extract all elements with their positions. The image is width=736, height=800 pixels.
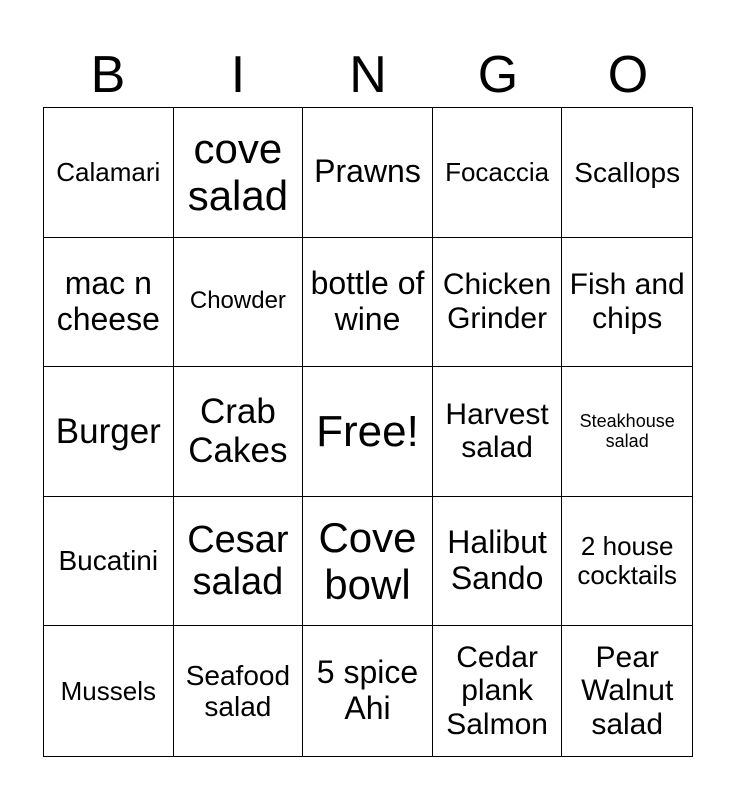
bingo-cell-focaccia[interactable]: Focaccia: [433, 108, 563, 238]
bingo-cell-cove-bowl[interactable]: Cove bowl: [303, 497, 433, 627]
bingo-cell-crab-cakes[interactable]: Crab Cakes: [174, 367, 304, 497]
bingo-cell-cove-salad[interactable]: cove salad: [174, 108, 304, 238]
bingo-header: [43, 42, 693, 108]
bingo-cell-cedar-plank-salmon[interactable]: Cedar plank Salmon: [433, 626, 563, 756]
bingo-cell-chicken-grinder[interactable]: Chicken Grinder: [433, 238, 563, 368]
bingo-cell-bottle-of-wine[interactable]: bottle of wine: [303, 238, 433, 368]
bingo-cell-prawns[interactable]: Prawns: [303, 108, 433, 238]
bingo-cell-scallops[interactable]: Scallops: [562, 108, 692, 238]
bingo-cell-steakhouse-salad[interactable]: Steakhouse salad: [562, 367, 692, 497]
bingo-cell-mac-n-cheese[interactable]: mac n cheese: [44, 238, 174, 368]
header-letter-o: O: [607, 46, 649, 104]
bingo-cell-cesar-salad[interactable]: Cesar salad: [174, 497, 304, 627]
bingo-board: [43, 107, 693, 757]
bingo-cell-chowder[interactable]: Chowder: [174, 238, 304, 368]
header-letter-b: B: [90, 46, 126, 104]
bingo-cell-2-house-cocktails[interactable]: 2 house cocktails: [562, 497, 692, 627]
bingo-cell-harvest-salad[interactable]: Harvest salad: [433, 367, 563, 497]
bingo-cell-bucatini[interactable]: Bucatini: [44, 497, 174, 627]
bingo-cell-burger[interactable]: Burger: [44, 367, 174, 497]
bingo-cell-calamari[interactable]: Calamari: [44, 108, 174, 238]
bingo-cell-seafood-salad[interactable]: Seafood salad: [174, 626, 304, 756]
bingo-cell-5-spice-ahi[interactable]: 5 spice Ahi: [303, 626, 433, 756]
header-letter-i: I: [230, 46, 246, 104]
bingo-cell-halibut-sando[interactable]: Halibut Sando: [433, 497, 563, 627]
bingo-cell-free-space[interactable]: Free!: [303, 367, 433, 497]
bingo-cell-mussels[interactable]: Mussels: [44, 626, 174, 756]
header-letter-n: N: [349, 46, 387, 104]
bingo-cell-fish-and-chips[interactable]: Fish and chips: [562, 238, 692, 368]
header-letter-g: G: [477, 46, 519, 104]
bingo-cell-pear-walnut-salad[interactable]: Pear Walnut salad: [581, 640, 674, 741]
